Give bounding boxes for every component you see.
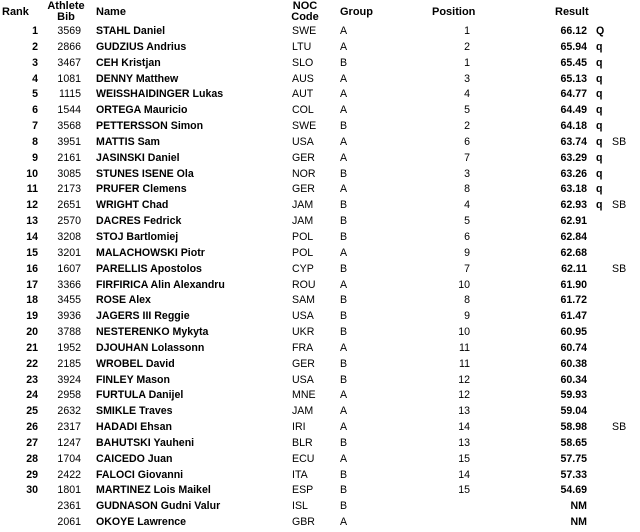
rank-cell: 16 (26, 262, 38, 275)
noc-code-cell: JAM (292, 405, 314, 418)
rank-cell: 9 (32, 151, 38, 164)
group-cell: A (340, 341, 348, 354)
noc-code-cell: ITA (292, 468, 308, 481)
athlete-name-cell: WROBEL David (96, 357, 175, 370)
group-cell: B (340, 215, 348, 228)
position-cell: 12 (458, 389, 470, 402)
position-cell: 4 (464, 88, 470, 101)
group-cell: A (340, 452, 348, 465)
athlete-name-cell: JAGERS III Reggie (96, 310, 190, 323)
table-row (0, 278, 640, 294)
athlete-name-cell: NESTERENKO Mykyta (96, 326, 209, 339)
group-cell: A (340, 516, 348, 529)
position-cell: 3 (464, 72, 470, 85)
noc-code-cell: BLR (292, 436, 313, 449)
bib-cell: 1952 (57, 341, 81, 354)
noc-code-cell: GER (292, 357, 315, 370)
group-cell: A (340, 421, 348, 434)
result-cell: 66.12 (560, 25, 587, 37)
position-cell: 4 (464, 199, 470, 212)
result-cell: 57.75 (560, 452, 587, 465)
bib-cell: 1544 (57, 104, 81, 117)
position-cell: 1 (464, 56, 470, 69)
position-cell: 8 (464, 183, 470, 196)
qualification-mark: q (596, 88, 603, 101)
noc-code-cell: CYP (292, 262, 314, 275)
bib-cell: 1704 (57, 452, 81, 465)
rank-cell: 25 (26, 405, 38, 418)
position-cell: 5 (464, 104, 470, 117)
position-cell: 2 (464, 40, 470, 53)
rank-cell: 7 (32, 120, 38, 133)
bib-cell: 3951 (57, 135, 81, 148)
athlete-name-cell: MALACHOWSKI Piotr (96, 246, 205, 259)
bib-cell: 3201 (57, 246, 81, 259)
result-cell: 64.49 (560, 104, 587, 117)
noc-code-cell: ROU (292, 278, 316, 291)
bib-cell: 3208 (57, 230, 81, 243)
athlete-name-cell: BAHUTSKI Yauheni (96, 436, 195, 449)
rank-cell: 3 (32, 56, 38, 69)
athlete-name-cell: JASINSKI Daniel (96, 151, 180, 164)
table-row (0, 167, 640, 183)
name-header: Name (96, 6, 126, 18)
rank-cell: 12 (26, 199, 38, 212)
bib-header-line1: Athlete (47, 0, 85, 12)
rank-cell: 5 (32, 88, 38, 101)
table-row (0, 87, 640, 103)
group-cell: B (340, 436, 348, 449)
result-cell: 62.91 (560, 215, 587, 228)
group-cell: B (340, 167, 348, 180)
position-cell: 15 (458, 484, 470, 497)
result-cell: 65.45 (560, 56, 587, 69)
athlete-name-cell: WRIGHT Chad (96, 199, 169, 212)
rank-cell: 24 (26, 389, 38, 402)
noc-code-cell: SLO (292, 56, 314, 69)
noc-code-cell: USA (292, 135, 314, 148)
position-cell: 13 (458, 436, 470, 449)
table-row (0, 388, 640, 404)
qualification-mark: q (596, 104, 603, 117)
rank-cell: 28 (26, 452, 38, 465)
noc-code-cell: AUS (292, 72, 314, 85)
table-row (0, 103, 640, 119)
table-row (0, 373, 640, 389)
table-row (0, 198, 640, 214)
noc-code-cell: SAM (292, 294, 315, 307)
result-cell: 63.18 (560, 183, 587, 196)
result-cell: NM (570, 500, 587, 513)
noc-code-cell: USA (292, 373, 314, 386)
table-row (0, 309, 640, 325)
noc-code-cell: ECU (292, 452, 315, 465)
group-cell: A (340, 72, 348, 85)
noc-code-cell: GBR (292, 516, 315, 529)
result-cell: 60.38 (560, 357, 587, 370)
bib-cell: 2422 (57, 468, 81, 481)
table-row (0, 151, 640, 167)
noc-code-cell: NOR (292, 167, 316, 180)
group-cell: A (340, 389, 348, 402)
result-cell: 58.65 (560, 436, 587, 449)
result-cell: 63.74 (560, 135, 587, 148)
group-cell: A (340, 25, 348, 37)
qualification-mark: q (596, 56, 603, 69)
qualification-mark: q (596, 120, 603, 133)
record-note: SB (612, 135, 627, 148)
position-cell: 10 (458, 326, 470, 339)
position-cell: 7 (464, 151, 470, 164)
group-cell: A (340, 246, 348, 259)
table-row (0, 24, 640, 40)
athlete-name-cell: WEISSHAIDINGER Lukas (96, 88, 224, 101)
rank-cell: 19 (26, 310, 38, 323)
bib-cell: 1607 (57, 262, 81, 275)
rank-cell: 14 (26, 230, 38, 243)
result-cell: 65.13 (560, 72, 587, 85)
table-row (0, 325, 640, 341)
result-cell: 60.34 (560, 373, 587, 386)
noc-code-cell: ESP (292, 484, 314, 497)
group-cell: B (340, 484, 348, 497)
position-cell: 1 (464, 25, 470, 37)
noc-code-cell: COL (292, 104, 314, 117)
table-row (0, 341, 640, 357)
group-cell: B (340, 500, 348, 513)
table-row (0, 182, 640, 198)
bib-cell: 2361 (57, 500, 81, 513)
bib-cell: 2173 (57, 183, 81, 196)
athlete-name-cell: STOJ Bartlomiej (96, 230, 179, 243)
athlete-name-cell: OKOYE Lawrence (96, 516, 187, 529)
qualification-mark: q (596, 183, 603, 196)
table-row (0, 119, 640, 135)
athlete-name-cell: PRUFER Clemens (96, 183, 187, 196)
result-cell: 63.26 (560, 167, 587, 180)
result-cell: 61.72 (560, 294, 587, 307)
record-note: SB (612, 421, 627, 434)
noc-code-cell: POL (292, 246, 314, 259)
qualification-mark: q (596, 151, 603, 164)
rank-cell: 1 (32, 25, 38, 37)
position-cell: 9 (464, 246, 470, 259)
group-cell: B (340, 373, 348, 386)
group-cell: A (340, 88, 348, 101)
record-note: SB (612, 262, 627, 275)
position-header: Position (432, 6, 476, 18)
athlete-name-cell: GUDZIUS Andrius (96, 40, 187, 53)
noc-code-cell: AUT (292, 88, 314, 101)
result-cell: NM (570, 516, 587, 529)
table-row (0, 515, 640, 531)
position-cell: 5 (464, 215, 470, 228)
result-cell: 61.90 (560, 278, 587, 291)
result-header: Result (555, 6, 589, 18)
bib-cell: 2570 (57, 215, 81, 228)
rank-cell: 13 (26, 215, 38, 228)
bib-cell: 1081 (57, 72, 81, 85)
result-cell: 62.11 (561, 262, 587, 275)
bib-cell: 3455 (57, 294, 81, 307)
noc-code-cell: LTU (292, 40, 312, 53)
position-cell: 6 (464, 135, 470, 148)
table-row (0, 483, 640, 499)
group-cell: B (340, 357, 348, 370)
rank-cell: 17 (26, 278, 38, 291)
rank-cell: 15 (26, 246, 38, 259)
noc-code-cell: JAM (292, 199, 314, 212)
group-cell: A (340, 40, 348, 53)
rank-cell: 18 (26, 294, 38, 307)
table-row (0, 452, 640, 468)
athlete-name-cell: HADADI Ehsan (96, 421, 172, 434)
noc-code-cell: FRA (292, 341, 314, 354)
group-cell: A (340, 135, 348, 148)
group-cell: B (340, 326, 348, 339)
group-cell: B (340, 199, 348, 212)
position-cell: 6 (464, 230, 470, 243)
noc-code-cell: UKR (292, 326, 315, 339)
position-cell: 14 (458, 468, 470, 481)
group-cell: B (340, 262, 348, 275)
athlete-name-cell: PARELLIS Apostolos (96, 262, 202, 275)
noc-code-cell: IRI (292, 421, 306, 434)
group-cell: A (340, 183, 348, 196)
bib-cell: 3568 (57, 120, 81, 133)
position-cell: 12 (458, 373, 470, 386)
athlete-name-cell: FINLEY Mason (96, 373, 170, 386)
position-cell: 3 (464, 167, 470, 180)
group-cell: B (340, 310, 348, 323)
athlete-name-cell: DACRES Fedrick (96, 215, 182, 228)
table-row (0, 262, 640, 278)
bib-cell: 2651 (57, 199, 81, 212)
table-row (0, 135, 640, 151)
rank-cell: 22 (26, 357, 38, 370)
noc-code-cell: GER (292, 183, 315, 196)
result-cell: 64.18 (560, 120, 587, 133)
table-row (0, 436, 640, 452)
bib-cell: 3936 (57, 310, 81, 323)
group-cell: B (340, 56, 348, 69)
table-row (0, 56, 640, 72)
bib-cell: 3085 (57, 167, 81, 180)
result-cell: 60.95 (560, 326, 587, 339)
bib-cell: 2866 (57, 40, 81, 53)
table-row (0, 357, 640, 373)
position-cell: 2 (464, 120, 470, 133)
table-row (0, 293, 640, 309)
result-cell: 65.94 (560, 40, 587, 53)
bib-cell: 2958 (57, 389, 81, 402)
rank-cell: 27 (26, 436, 38, 449)
group-header: Group (340, 6, 373, 18)
results-table-body (0, 24, 640, 531)
result-cell: 62.68 (560, 246, 587, 259)
athlete-name-cell: ROSE Alex (96, 294, 151, 307)
qualification-mark: q (596, 135, 603, 148)
rank-cell: 21 (26, 341, 38, 354)
noc-header-line2: Code (291, 11, 319, 23)
result-cell: 64.77 (560, 88, 587, 101)
rank-cell: 10 (26, 167, 38, 180)
position-cell: 11 (459, 341, 470, 354)
group-cell: A (340, 104, 348, 117)
noc-code-cell: USA (292, 310, 314, 323)
group-cell: A (340, 278, 348, 291)
qualification-mark: q (596, 40, 603, 53)
position-cell: 7 (464, 262, 470, 275)
noc-code-cell: ISL (292, 500, 308, 513)
bib-cell: 3924 (57, 373, 81, 386)
noc-code-cell: MNE (292, 389, 316, 402)
position-cell: 15 (458, 452, 470, 465)
noc-code-cell: SWE (292, 25, 317, 37)
noc-code-cell: GER (292, 151, 315, 164)
bib-header (46, 1, 86, 23)
table-row (0, 468, 640, 484)
table-row (0, 214, 640, 230)
result-cell: 58.98 (560, 421, 587, 434)
athlete-name-cell: MATTIS Sam (96, 135, 160, 148)
position-cell: 14 (458, 421, 470, 434)
rank-cell: 6 (32, 104, 38, 117)
bib-cell: 2317 (57, 421, 81, 434)
table-row (0, 420, 640, 436)
group-cell: B (340, 468, 348, 481)
result-cell: 60.74 (560, 341, 587, 354)
table-row (0, 40, 640, 56)
athlete-name-cell: MARTINEZ Lois Maikel (96, 484, 211, 497)
qualification-mark: q (596, 199, 603, 212)
position-cell: 11 (459, 357, 470, 370)
athlete-name-cell: ORTEGA Mauricio (96, 104, 188, 117)
group-cell: B (340, 120, 348, 133)
record-note: SB (612, 199, 627, 212)
result-cell: 61.47 (560, 310, 587, 323)
bib-cell: 3788 (57, 326, 81, 339)
bib-cell: 2061 (57, 516, 81, 529)
result-cell: 59.93 (560, 389, 587, 402)
group-cell: A (340, 405, 348, 418)
bib-cell: 1115 (59, 88, 81, 101)
athlete-name-cell: CAICEDO Juan (96, 452, 173, 465)
athlete-name-cell: STAHL Daniel (96, 25, 166, 37)
table-row (0, 404, 640, 420)
position-cell: 8 (464, 294, 470, 307)
athlete-name-cell: SMIKLE Traves (96, 405, 173, 418)
table-row (0, 72, 640, 88)
position-cell: 10 (458, 278, 470, 291)
position-cell: 9 (464, 310, 470, 323)
table-row (0, 246, 640, 262)
rank-cell: 11 (26, 183, 38, 196)
athlete-name-cell: FALOCI Giovanni (96, 468, 184, 481)
noc-code-cell: JAM (292, 215, 314, 228)
table-row (0, 499, 640, 515)
athlete-name-cell: DJOUHAN Lolassonn (96, 341, 205, 354)
bib-cell: 2632 (57, 405, 81, 418)
result-cell: 54.69 (560, 484, 587, 497)
rank-cell: 2 (32, 40, 38, 53)
group-cell: A (340, 151, 348, 164)
noc-header (290, 1, 320, 23)
bib-cell: 1247 (57, 436, 81, 449)
athlete-name-cell: FIRFIRICA Alin Alexandru (96, 278, 225, 291)
noc-code-cell: SWE (292, 120, 317, 133)
bib-cell: 2161 (57, 151, 81, 164)
qualification-mark: q (596, 167, 603, 180)
position-cell: 13 (458, 405, 470, 418)
group-cell: B (340, 230, 348, 243)
result-cell: 62.84 (560, 230, 587, 243)
athlete-name-cell: GUDNASON Gudni Valur (96, 500, 221, 513)
result-cell: 62.93 (560, 199, 587, 212)
rank-cell: 26 (26, 421, 38, 434)
result-cell: 63.29 (560, 151, 587, 164)
table-header (0, 0, 640, 23)
group-cell: B (340, 294, 348, 307)
rank-cell: 4 (32, 72, 38, 85)
athlete-name-cell: DENNY Matthew (96, 72, 179, 85)
table-row (0, 230, 640, 246)
rank-cell: 8 (32, 135, 38, 148)
rank-cell: 30 (26, 484, 38, 497)
athlete-name-cell: PETTERSSON Simon (96, 120, 204, 133)
result-cell: 57.33 (560, 468, 587, 481)
result-cell: 59.04 (560, 405, 587, 418)
bib-cell: 3467 (57, 56, 81, 69)
bib-cell: 2185 (57, 357, 81, 370)
bib-header-line2: Bib (57, 11, 75, 23)
noc-header-line1: NOC (292, 0, 318, 12)
noc-code-cell: POL (292, 230, 314, 243)
bib-cell: 3569 (57, 25, 81, 37)
athlete-name-cell: STUNES ISENE Ola (96, 167, 194, 180)
qualification-mark: q (596, 72, 603, 85)
rank-cell: 29 (26, 468, 38, 481)
athlete-name-cell: CEH Kristjan (96, 56, 161, 69)
bib-cell: 3366 (57, 278, 81, 291)
rank-cell: 23 (26, 373, 38, 386)
athlete-name-cell: FURTULA Danijel (96, 389, 184, 402)
rank-header: Rank (2, 6, 29, 18)
qualification-mark: Q (596, 25, 605, 37)
rank-cell: 20 (26, 326, 38, 339)
bib-cell: 1801 (57, 484, 81, 497)
